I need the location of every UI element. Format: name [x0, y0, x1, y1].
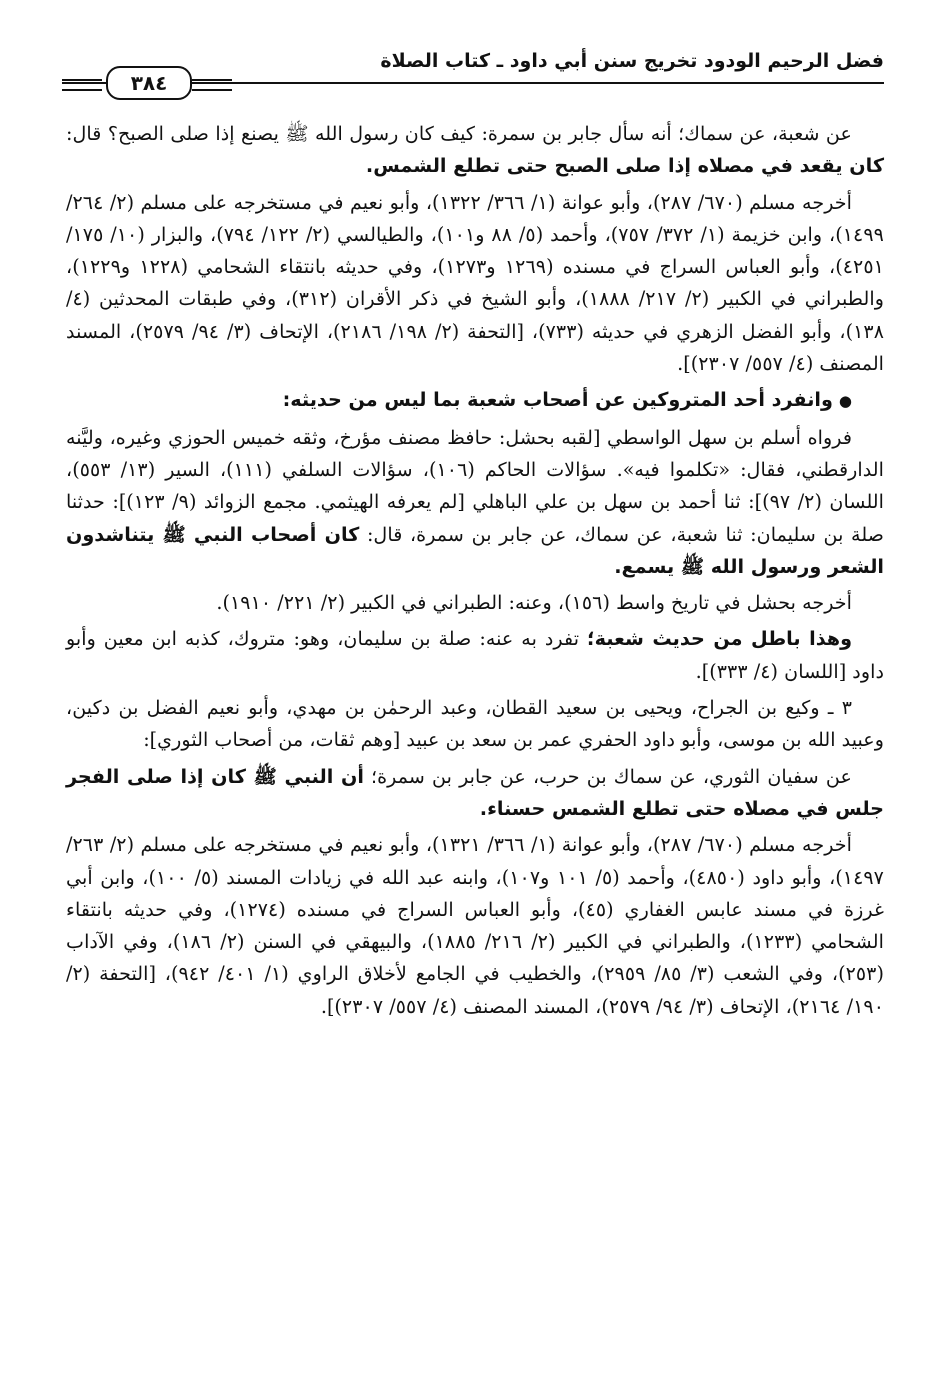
ornament-rule-left [62, 79, 102, 91]
paragraph-8 [66, 761, 884, 826]
body-text [66, 118, 884, 1023]
page-number: ٣٨٤ [106, 66, 192, 100]
paragraph-4 [66, 422, 884, 583]
bullet-icon: ● [838, 392, 852, 411]
paragraph-9-takhrij [66, 829, 884, 1023]
paragraph-2-text: أخرجه مسلم (٦٧٠/ ٢٨٧)، وأبو عوانة (١/ ٣٦٦/ ١٣٢٢)، وأبو نعيم في مستخرجه على مسلم (٢/ ٢٦٤/ ١٤٩٩)، وابن خزيمة (١/ ٣٧٢/ ٧٥٧)، وأحمد (٥/ ٨٨ و١٠١)، والطيالسي (٢/ ١٢٢/ ٧٩٤)، والبزار (١٠/ ١٧٥/ ٤٢٥١)، وأبو العباس السراج في مسنده (١٢٦٩ و١٢٧٣)، وفي حديثه بانتقاء الشحامي (١٢٢٨ و١٢٢٩)، والطبراني في الكبير (٢/ ٢١٧/ ١٨٨٨)، وأبو الشيخ في ذكر الأقران (٣١٢)، وفي طبقات المحدثين (٤/ ١٣٨)، وأبو الفضل الزهري في حديثه (٧٣٣)، [التحفة (٢/ ١٩٨/ ٢١٨٦)، الإتحاف (٣/ ٩٤/ ٢٥٧٩)، المسند المصنف (٤/ ٥٥٧/ ٢٣٠٧)]. [66, 190, 884, 376]
paragraph-3-heading [66, 384, 884, 417]
paragraph-1-hadith: كان يقعد في مصلاه إذا صلى الصبح حتى تطلع الشمس. [365, 154, 884, 178]
paragraph-8-text: عن سفيان الثوري، عن سماك بن حرب، عن جابر بن سمرة؛ [363, 764, 852, 788]
paragraph-7 [66, 692, 884, 757]
paragraph-5-text: أخرجه بحشل في تاريخ واسط (١٥٦)، وعنه: الطبراني في الكبير (٢/ ٢٢١/ ١٩١٠). [216, 591, 852, 615]
paragraph-7-text: ٣ ـ وكيع بن الجراح، ويحيى بن سعيد القطان، وعبد الرحمٰن بن مهدي، وأبو نعيم الفضل بن دكين، وعبيد الله بن موسى، وأبو داود الحفري عمر بن سعد بن عبيد [وهم ثقات، من أصحاب الثوري]: [66, 696, 884, 752]
running-title: فضل الرحيم الودود تخريج سنن أبي داود ـ كتاب الصلاة [380, 50, 884, 72]
paragraph-6-bold: وهذا باطل من حديث شعبة؛ [587, 627, 853, 651]
paragraph-4-hadith: كان أصحاب النبي ﷺ يتناشدون الشعر ورسول الله ﷺ يسمع. [66, 522, 884, 578]
paragraph-6 [66, 623, 884, 688]
paragraph-1-text: عن شعبة، عن سماك؛ أنه سأل جابر بن سمرة: كيف كان رسول الله ﷺ يصنع إذا صلى الصبح؟ قال: [66, 122, 852, 145]
paragraph-4-text: فرواه أسلم بن سهل الواسطي [لقبه بحشل: حافظ مصنف مؤرخ، وثقه خميس الحوزي وغيره، وليَّنه الدارقطني، فقال: «تكلموا فيه». سؤالات الحاكم (١٠٦)، سؤالات السلفي (١١١)، السير (١٣/ ٥٥٣)، اللسان (٢/ ٩٧)]: ثنا أحمد بن سهل بن علي الباهلي [لم يعرفه الهيثمي. مجمع الزوائد (٩/ ١٢٣)]: حدثنا صلة بن سليمان: ثنا شعبة، عن سماك، عن جابر بن سمرة، قال: [66, 425, 884, 546]
page-number-ornament [62, 66, 232, 100]
paragraph-5 [66, 587, 884, 619]
ornament-rule-right [192, 79, 232, 91]
paragraph-9-text: أخرجه مسلم (٦٧٠/ ٢٨٧)، وأبو عوانة (١/ ٣٦٦/ ١٣٢١)، وأبو نعيم في مستخرجه على مسلم (٢/ ٢٦٣/ ١٤٩٧)، وأبو داود (٤٨٥٠)، وأحمد (٥/ ١٠١ و١٠٧)، وابنه عبد الله في زيادات المسند (٥/ ١٠٠)، وابن أبي غرزة في مسند عابس الغفاري (٤٥)، وأبو العباس السراج في مسنده (١٢٧٤)، وفي حديثه بانتقاء الشحامي (١٢٣٣)، والطبراني في الكبير (٢/ ٢١٦/ ١٨٨٥)، والبيهقي في السنن (٢/ ١٨٦)، وفي الآداب (٢٥٣)، وفي الشعب (٣/ ٨٥/ ٢٩٥٩)، والخطيب في الجامع لأخلاق الراوي (١/ ٤٠١/ ٩٤٢)، [التحفة (٢/ ١٩٠/ ٢١٦٤)، الإتحاف (٣/ ٩٤/ ٢٥٧٩)، المسند المصنف (٤/ ٥٥٧/ ٢٣٠٧)]. [66, 833, 884, 1018]
paragraph-3-bold: وانفرد أحد المتروكين عن أصحاب شعبة بما ليس من حديثه: [282, 388, 833, 412]
paragraph-2-takhrij [66, 187, 884, 381]
paragraph-6-text: تفرد به عنه: صلة بن سليمان، وهو: متروك، كذبه ابن معين وأبو داود [اللسان (٤/ ٣٣٣)]. [66, 627, 884, 683]
paragraph-1 [66, 118, 884, 183]
paragraph-8-hadith: أن النبي ﷺ كان إذا صلى الفجر جلس في مصلاه حتى تطلع الشمس حسناء. [66, 764, 884, 820]
